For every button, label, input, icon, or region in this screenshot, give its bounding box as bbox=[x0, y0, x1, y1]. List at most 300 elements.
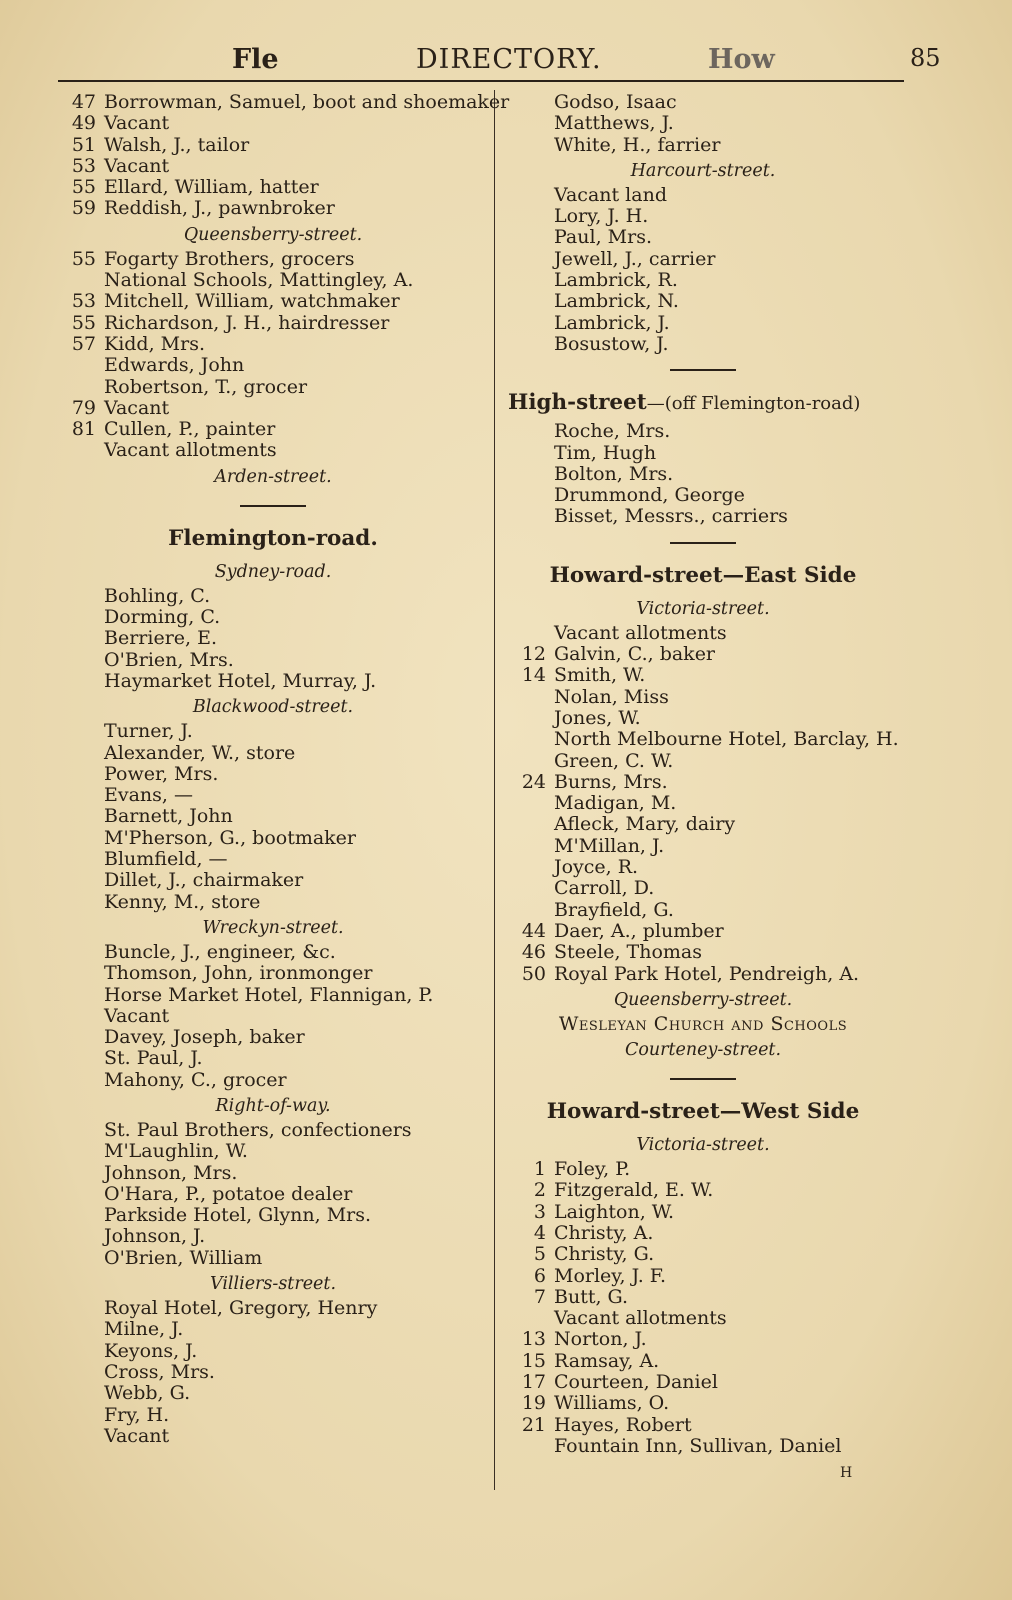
resident-name: Madigan, M. bbox=[554, 792, 677, 815]
resident-name: Vacant bbox=[104, 112, 170, 135]
cross-street-label: Arden-street. bbox=[214, 466, 332, 487]
resident-name: Vacant bbox=[104, 1424, 170, 1447]
resident-name: Fountain Inn, Sullivan, Daniel bbox=[554, 1434, 842, 1457]
house-number: 1 bbox=[533, 1158, 546, 1181]
house-number bbox=[58, 628, 104, 649]
resident-name: Dorming, C. bbox=[104, 606, 221, 629]
resident-name: Haymarket Hotel, Murray, J. bbox=[104, 669, 377, 692]
house-number bbox=[508, 464, 554, 485]
house-number bbox=[58, 586, 104, 607]
directory-entry bbox=[508, 1329, 898, 1350]
house-number bbox=[58, 870, 104, 891]
directory-entry bbox=[58, 398, 488, 419]
house-number: 17 bbox=[521, 1371, 546, 1394]
directory-entry bbox=[58, 721, 488, 742]
street-heading-title: High-street bbox=[508, 390, 647, 416]
resident-name: Butt, G. bbox=[554, 1285, 629, 1308]
house-number bbox=[58, 1163, 104, 1184]
cross-street-label: Blackwood-street. bbox=[192, 697, 354, 718]
directory-entry bbox=[58, 1383, 488, 1404]
directory-entry bbox=[58, 628, 488, 649]
resident-name: Bolton, Mrs. bbox=[554, 462, 674, 485]
house-number bbox=[58, 963, 104, 984]
house-number bbox=[58, 671, 104, 692]
house-number: 79 bbox=[71, 396, 96, 419]
directory-entry bbox=[508, 793, 898, 814]
house-number bbox=[508, 836, 554, 857]
page-header bbox=[0, 40, 1012, 80]
resident-name: Richardson, J. H., hairdresser bbox=[104, 311, 390, 334]
directory-entry bbox=[508, 772, 898, 793]
house-number bbox=[508, 1308, 554, 1329]
directory-entry bbox=[508, 964, 898, 985]
resident-name: M'Pherson, G., bootmaker bbox=[104, 826, 357, 849]
directory-entry bbox=[508, 291, 898, 312]
directory-entry bbox=[508, 485, 898, 506]
directory-entry bbox=[58, 1141, 488, 1162]
house-number: 81 bbox=[71, 418, 96, 441]
house-number bbox=[508, 793, 554, 814]
house-number bbox=[508, 729, 554, 750]
resident-name: Webb, G. bbox=[104, 1382, 191, 1405]
resident-name: Evans, — bbox=[104, 784, 193, 807]
house-number: 55 bbox=[71, 176, 96, 199]
directory-entry bbox=[58, 1163, 488, 1184]
resident-name: Jones, W. bbox=[554, 706, 641, 729]
directory-entry bbox=[508, 623, 898, 644]
house-number: 4 bbox=[533, 1221, 546, 1244]
directory-entry bbox=[58, 1405, 488, 1426]
house-number bbox=[508, 857, 554, 878]
directory-entry bbox=[508, 421, 898, 442]
house-number bbox=[58, 1226, 104, 1247]
directory-entry bbox=[508, 1287, 898, 1308]
directory-entry bbox=[58, 785, 488, 806]
cross-street-label: Queensberry-street. bbox=[613, 989, 793, 1010]
resident-name: Godso, Isaac bbox=[554, 91, 677, 113]
cross-street-label: Courteney-street. bbox=[624, 1040, 782, 1061]
house-number bbox=[508, 421, 554, 442]
resident-name: Bohling, C. bbox=[104, 584, 211, 607]
house-number bbox=[58, 1184, 104, 1205]
resident-name: Green, C. W. bbox=[554, 749, 674, 772]
directory-entry bbox=[58, 806, 488, 827]
house-number bbox=[58, 607, 104, 628]
house-number bbox=[58, 1405, 104, 1426]
house-number bbox=[58, 743, 104, 764]
resident-name: Royal Hotel, Gregory, Henry bbox=[104, 1297, 378, 1320]
resident-name: Davey, Joseph, baker bbox=[104, 1026, 305, 1049]
house-number bbox=[508, 506, 554, 527]
resident-name: Buncle, J., engineer, &c. bbox=[104, 940, 336, 963]
house-number: 51 bbox=[71, 133, 96, 156]
house-number: 3 bbox=[533, 1200, 546, 1223]
directory-entry bbox=[58, 91, 510, 113]
house-number: 12 bbox=[521, 643, 546, 666]
directory-entry bbox=[58, 249, 488, 270]
house-number: 44 bbox=[521, 919, 546, 942]
resident-name: Galvin, C., baker bbox=[554, 643, 716, 666]
directory-entry bbox=[508, 185, 898, 206]
street-heading-title: Howard-street—West Side bbox=[546, 1099, 860, 1125]
directory-entry bbox=[508, 113, 898, 134]
house-number bbox=[58, 440, 104, 461]
house-number bbox=[58, 1070, 104, 1091]
section-rule bbox=[240, 505, 306, 507]
directory-entry bbox=[508, 1415, 898, 1436]
resident-name: Vacant allotments bbox=[104, 439, 277, 462]
directory-entry bbox=[58, 355, 488, 376]
signature-mark: H bbox=[840, 1465, 853, 1481]
house-number bbox=[58, 806, 104, 827]
house-number bbox=[58, 1362, 104, 1383]
resident-name: Vacant bbox=[104, 1004, 170, 1027]
cross-street-label: Victoria-street. bbox=[636, 598, 770, 619]
directory-entry bbox=[58, 985, 488, 1006]
house-number bbox=[58, 270, 104, 291]
column-divider bbox=[494, 90, 495, 1490]
section-rule bbox=[670, 369, 736, 371]
directory-entry bbox=[58, 177, 488, 198]
header-title: DIRECTORY. bbox=[416, 44, 602, 75]
directory-entry bbox=[508, 665, 898, 686]
resident-name: Robertson, T., grocer bbox=[104, 375, 308, 398]
resident-name: Lambrick, N. bbox=[554, 290, 679, 313]
house-number bbox=[508, 814, 554, 835]
street-heading-title: Howard-street—East Side bbox=[549, 562, 857, 588]
street-heading-title: Flemington-road. bbox=[168, 525, 378, 551]
directory-entry bbox=[58, 313, 488, 334]
resident-name: Mitchell, William, watchmaker bbox=[104, 290, 400, 313]
house-number bbox=[58, 1120, 104, 1141]
resident-name: Vacant allotments bbox=[554, 1307, 727, 1330]
house-number bbox=[58, 942, 104, 963]
directory-entry bbox=[508, 227, 898, 248]
directory-entry bbox=[58, 743, 488, 764]
directory-entry bbox=[508, 1351, 898, 1372]
resident-name: Edwards, John bbox=[104, 354, 245, 377]
house-number bbox=[58, 1319, 104, 1340]
resident-name: Walsh, J., tailor bbox=[104, 133, 250, 156]
directory-entry bbox=[58, 1120, 488, 1141]
house-number bbox=[508, 1436, 554, 1457]
house-number bbox=[508, 206, 554, 227]
directory-entry bbox=[508, 313, 898, 334]
house-number bbox=[58, 1205, 104, 1226]
resident-name: Turner, J. bbox=[104, 720, 193, 743]
house-number bbox=[58, 1341, 104, 1362]
house-number: 47 bbox=[71, 91, 96, 113]
resident-name: Brayfield, G. bbox=[554, 898, 674, 921]
directory-entry bbox=[58, 607, 488, 628]
house-number bbox=[508, 291, 554, 312]
resident-name: Vacant bbox=[104, 154, 170, 177]
house-number bbox=[508, 113, 554, 134]
directory-entry bbox=[58, 291, 488, 312]
directory-entry bbox=[58, 942, 488, 963]
directory-entry bbox=[58, 870, 488, 891]
resident-name: Thomson, John, ironmonger bbox=[104, 962, 373, 985]
resident-name: Tim, Hugh bbox=[554, 441, 657, 464]
house-number: 49 bbox=[71, 112, 96, 135]
resident-name: Nolan, Miss bbox=[554, 685, 669, 708]
resident-name: Christy, G. bbox=[554, 1243, 655, 1266]
directory-entry bbox=[58, 270, 488, 291]
directory-entry bbox=[58, 1362, 488, 1383]
directory-entry bbox=[508, 249, 898, 270]
resident-name: Parkside Hotel, Glynn, Mrs. bbox=[104, 1204, 372, 1227]
directory-entry bbox=[58, 650, 488, 671]
resident-name: Vacant allotments bbox=[554, 621, 727, 644]
directory-entry bbox=[508, 270, 898, 291]
resident-name: O'Brien, Mrs. bbox=[104, 648, 234, 671]
resident-name: Lory, J. H. bbox=[554, 205, 649, 228]
resident-name: Smith, W. bbox=[554, 664, 646, 687]
cross-street-label: Sydney-road. bbox=[214, 561, 332, 582]
resident-name: O'Hara, P., potatoe dealer bbox=[104, 1182, 353, 1205]
house-number bbox=[58, 1006, 104, 1027]
directory-entry bbox=[58, 892, 488, 913]
directory-entry bbox=[58, 1048, 488, 1069]
house-number bbox=[508, 92, 554, 113]
house-number bbox=[508, 687, 554, 708]
resident-name: Kidd, Mrs. bbox=[104, 332, 206, 355]
resident-name: Daer, A., plumber bbox=[554, 919, 724, 942]
resident-name: Ramsay, A. bbox=[554, 1349, 660, 1372]
resident-name: Vacant bbox=[104, 396, 170, 419]
house-number: 15 bbox=[521, 1349, 546, 1372]
resident-name: Paul, Mrs. bbox=[554, 226, 652, 249]
directory-entry bbox=[508, 751, 898, 772]
directory-entry bbox=[508, 206, 898, 227]
resident-name: Mahony, C., grocer bbox=[104, 1068, 287, 1091]
directory-entry bbox=[58, 1341, 488, 1362]
directory-entry bbox=[508, 1223, 898, 1244]
house-number: 55 bbox=[71, 311, 96, 334]
house-number: 53 bbox=[71, 290, 96, 313]
directory-entry bbox=[58, 1006, 488, 1027]
resident-name: Laighton, W. bbox=[554, 1200, 675, 1223]
directory-entry bbox=[508, 1159, 898, 1180]
resident-name: Kenny, M., store bbox=[104, 890, 261, 913]
house-number bbox=[508, 227, 554, 248]
house-number: 21 bbox=[521, 1413, 546, 1436]
resident-name: Horse Market Hotel, Flannigan, P. bbox=[104, 983, 434, 1006]
house-number bbox=[58, 849, 104, 870]
resident-name: Roche, Mrs. bbox=[554, 420, 671, 443]
directory-entry bbox=[508, 729, 898, 750]
directory-entry bbox=[58, 828, 488, 849]
house-number: 13 bbox=[521, 1328, 546, 1351]
resident-name: Berriere, E. bbox=[104, 627, 218, 650]
house-number bbox=[58, 721, 104, 742]
house-number: 2 bbox=[533, 1179, 546, 1202]
house-number bbox=[508, 708, 554, 729]
house-number bbox=[58, 1298, 104, 1319]
house-number bbox=[58, 828, 104, 849]
house-number bbox=[508, 751, 554, 772]
directory-entry bbox=[508, 464, 898, 485]
right-column bbox=[508, 92, 898, 1457]
resident-name: Johnson, J. bbox=[104, 1225, 206, 1248]
house-number bbox=[508, 485, 554, 506]
directory-entry bbox=[508, 708, 898, 729]
page-number: 85 bbox=[910, 44, 941, 72]
resident-name: Joyce, R. bbox=[554, 856, 639, 879]
resident-name: Williams, O. bbox=[554, 1392, 670, 1415]
resident-name: Fry, H. bbox=[104, 1403, 170, 1426]
resident-name: Foley, P. bbox=[554, 1158, 631, 1181]
directory-entry bbox=[508, 687, 898, 708]
house-number bbox=[58, 1426, 104, 1447]
house-number bbox=[508, 623, 554, 644]
left-column bbox=[58, 91, 510, 1447]
header-right-guide: How bbox=[708, 44, 775, 75]
directory-entry bbox=[508, 644, 898, 665]
house-number bbox=[58, 1248, 104, 1269]
directory-entry bbox=[508, 836, 898, 857]
directory-entry bbox=[58, 198, 488, 219]
section-rule bbox=[670, 1078, 736, 1080]
resident-name: National Schools, Mattingley, A. bbox=[104, 269, 414, 292]
directory-entry bbox=[58, 586, 488, 607]
institution-entry: Wesleyan Church and Schools bbox=[558, 1012, 848, 1035]
house-number bbox=[58, 985, 104, 1006]
directory-entry bbox=[508, 814, 898, 835]
directory-entry bbox=[58, 1319, 488, 1340]
resident-name: Morley, J. F. bbox=[554, 1264, 667, 1287]
street-heading bbox=[508, 554, 898, 594]
directory-entry bbox=[508, 334, 898, 355]
directory-entry bbox=[58, 419, 488, 440]
house-number bbox=[58, 1141, 104, 1162]
directory-entry bbox=[508, 1372, 898, 1393]
cross-street-label: Queensberry-street. bbox=[183, 224, 363, 245]
resident-name: Johnson, Mrs. bbox=[104, 1161, 238, 1184]
resident-name: Carroll, D. bbox=[554, 877, 655, 900]
directory-entry bbox=[508, 878, 898, 899]
resident-name: Borrowman, Samuel, boot and shoemaker bbox=[104, 91, 510, 113]
directory-entry bbox=[58, 1426, 488, 1447]
resident-name: Norton, J. bbox=[554, 1328, 647, 1351]
resident-name: Blumfield, — bbox=[104, 848, 228, 871]
house-number bbox=[508, 135, 554, 156]
resident-name: Royal Park Hotel, Pendreigh, A. bbox=[554, 962, 860, 985]
house-number: 7 bbox=[533, 1285, 546, 1308]
directory-entry bbox=[58, 963, 488, 984]
resident-name: Burns, Mrs. bbox=[554, 770, 668, 793]
cross-street-label: Villiers-street. bbox=[209, 1274, 337, 1295]
resident-name: Barnett, John bbox=[104, 805, 233, 828]
cross-street-label: Right-of-way. bbox=[215, 1095, 331, 1116]
directory-entry bbox=[508, 1202, 898, 1223]
house-number: 57 bbox=[71, 332, 96, 355]
house-number bbox=[58, 892, 104, 913]
house-number bbox=[58, 1027, 104, 1048]
house-number: 24 bbox=[521, 770, 546, 793]
house-number bbox=[58, 785, 104, 806]
street-heading-note: —(off Flemington-road) bbox=[646, 393, 861, 415]
resident-name: St. Paul Brothers, confectioners bbox=[104, 1118, 412, 1141]
directory-entry bbox=[508, 506, 898, 527]
house-number bbox=[508, 313, 554, 334]
directory-entry bbox=[508, 942, 898, 963]
resident-name: O'Brien, William bbox=[104, 1246, 263, 1269]
resident-name: Dillet, J., chairmaker bbox=[104, 869, 304, 892]
resident-name: Courteen, Daniel bbox=[554, 1371, 718, 1394]
directory-entry bbox=[58, 113, 488, 134]
resident-name: Lambrick, J. bbox=[554, 311, 670, 334]
street-heading bbox=[508, 381, 898, 421]
resident-name: White, H., farrier bbox=[554, 133, 721, 156]
house-number bbox=[508, 443, 554, 464]
directory-entry bbox=[508, 135, 898, 156]
resident-name: Steele, Thomas bbox=[554, 941, 702, 964]
house-number bbox=[508, 334, 554, 355]
cross-street-label: Wreckyn-street. bbox=[202, 917, 344, 938]
resident-name: M'Laughlin, W. bbox=[104, 1140, 248, 1163]
house-number bbox=[58, 355, 104, 376]
house-number: 6 bbox=[533, 1264, 546, 1287]
resident-name: Jewell, J., carrier bbox=[554, 247, 716, 270]
directory-entry bbox=[58, 334, 488, 355]
resident-name: Power, Mrs. bbox=[104, 762, 219, 785]
house-number: 59 bbox=[71, 197, 96, 220]
resident-name: Lambrick, R. bbox=[554, 269, 678, 292]
resident-name: Alexander, W., store bbox=[104, 741, 296, 764]
house-number: 55 bbox=[71, 247, 96, 270]
resident-name: St. Paul, J. bbox=[104, 1047, 203, 1070]
house-number: 5 bbox=[533, 1243, 546, 1266]
directory-entry bbox=[508, 900, 898, 921]
resident-name: Bisset, Messrs., carriers bbox=[554, 505, 788, 528]
resident-name: Ellard, William, hatter bbox=[104, 176, 319, 199]
resident-name: Reddish, J., pawnbroker bbox=[104, 197, 335, 220]
directory-entry bbox=[508, 1393, 898, 1414]
resident-name: Drummond, George bbox=[554, 484, 745, 507]
directory-entry bbox=[58, 377, 488, 398]
directory-entry bbox=[508, 443, 898, 464]
street-heading bbox=[58, 517, 488, 557]
house-number bbox=[58, 764, 104, 785]
resident-name: M'Millan, J. bbox=[554, 834, 665, 857]
directory-entry bbox=[508, 1180, 898, 1201]
section-rule bbox=[670, 542, 736, 544]
house-number: 46 bbox=[521, 941, 546, 964]
resident-name: Afleck, Mary, dairy bbox=[554, 813, 736, 836]
resident-name: Milne, J. bbox=[104, 1318, 184, 1341]
directory-entry bbox=[508, 92, 898, 113]
directory-entry bbox=[58, 1184, 488, 1205]
directory-entry bbox=[58, 1205, 488, 1226]
house-number bbox=[58, 1383, 104, 1404]
house-number: 19 bbox=[521, 1392, 546, 1415]
directory-entry bbox=[508, 921, 898, 942]
house-number bbox=[508, 249, 554, 270]
cross-street-label: Victoria-street. bbox=[636, 1135, 770, 1156]
resident-name: Fogarty Brothers, grocers bbox=[104, 247, 355, 270]
resident-name: Bosustow, J. bbox=[554, 332, 669, 355]
directory-entry bbox=[58, 1027, 488, 1048]
directory-entry bbox=[508, 1308, 898, 1329]
house-number bbox=[508, 270, 554, 291]
house-number bbox=[508, 900, 554, 921]
resident-name: Cross, Mrs. bbox=[104, 1360, 215, 1383]
resident-name: Vacant land bbox=[554, 183, 667, 206]
directory-entry bbox=[58, 1298, 488, 1319]
directory-entry bbox=[508, 1266, 898, 1287]
house-number: 14 bbox=[521, 664, 546, 687]
